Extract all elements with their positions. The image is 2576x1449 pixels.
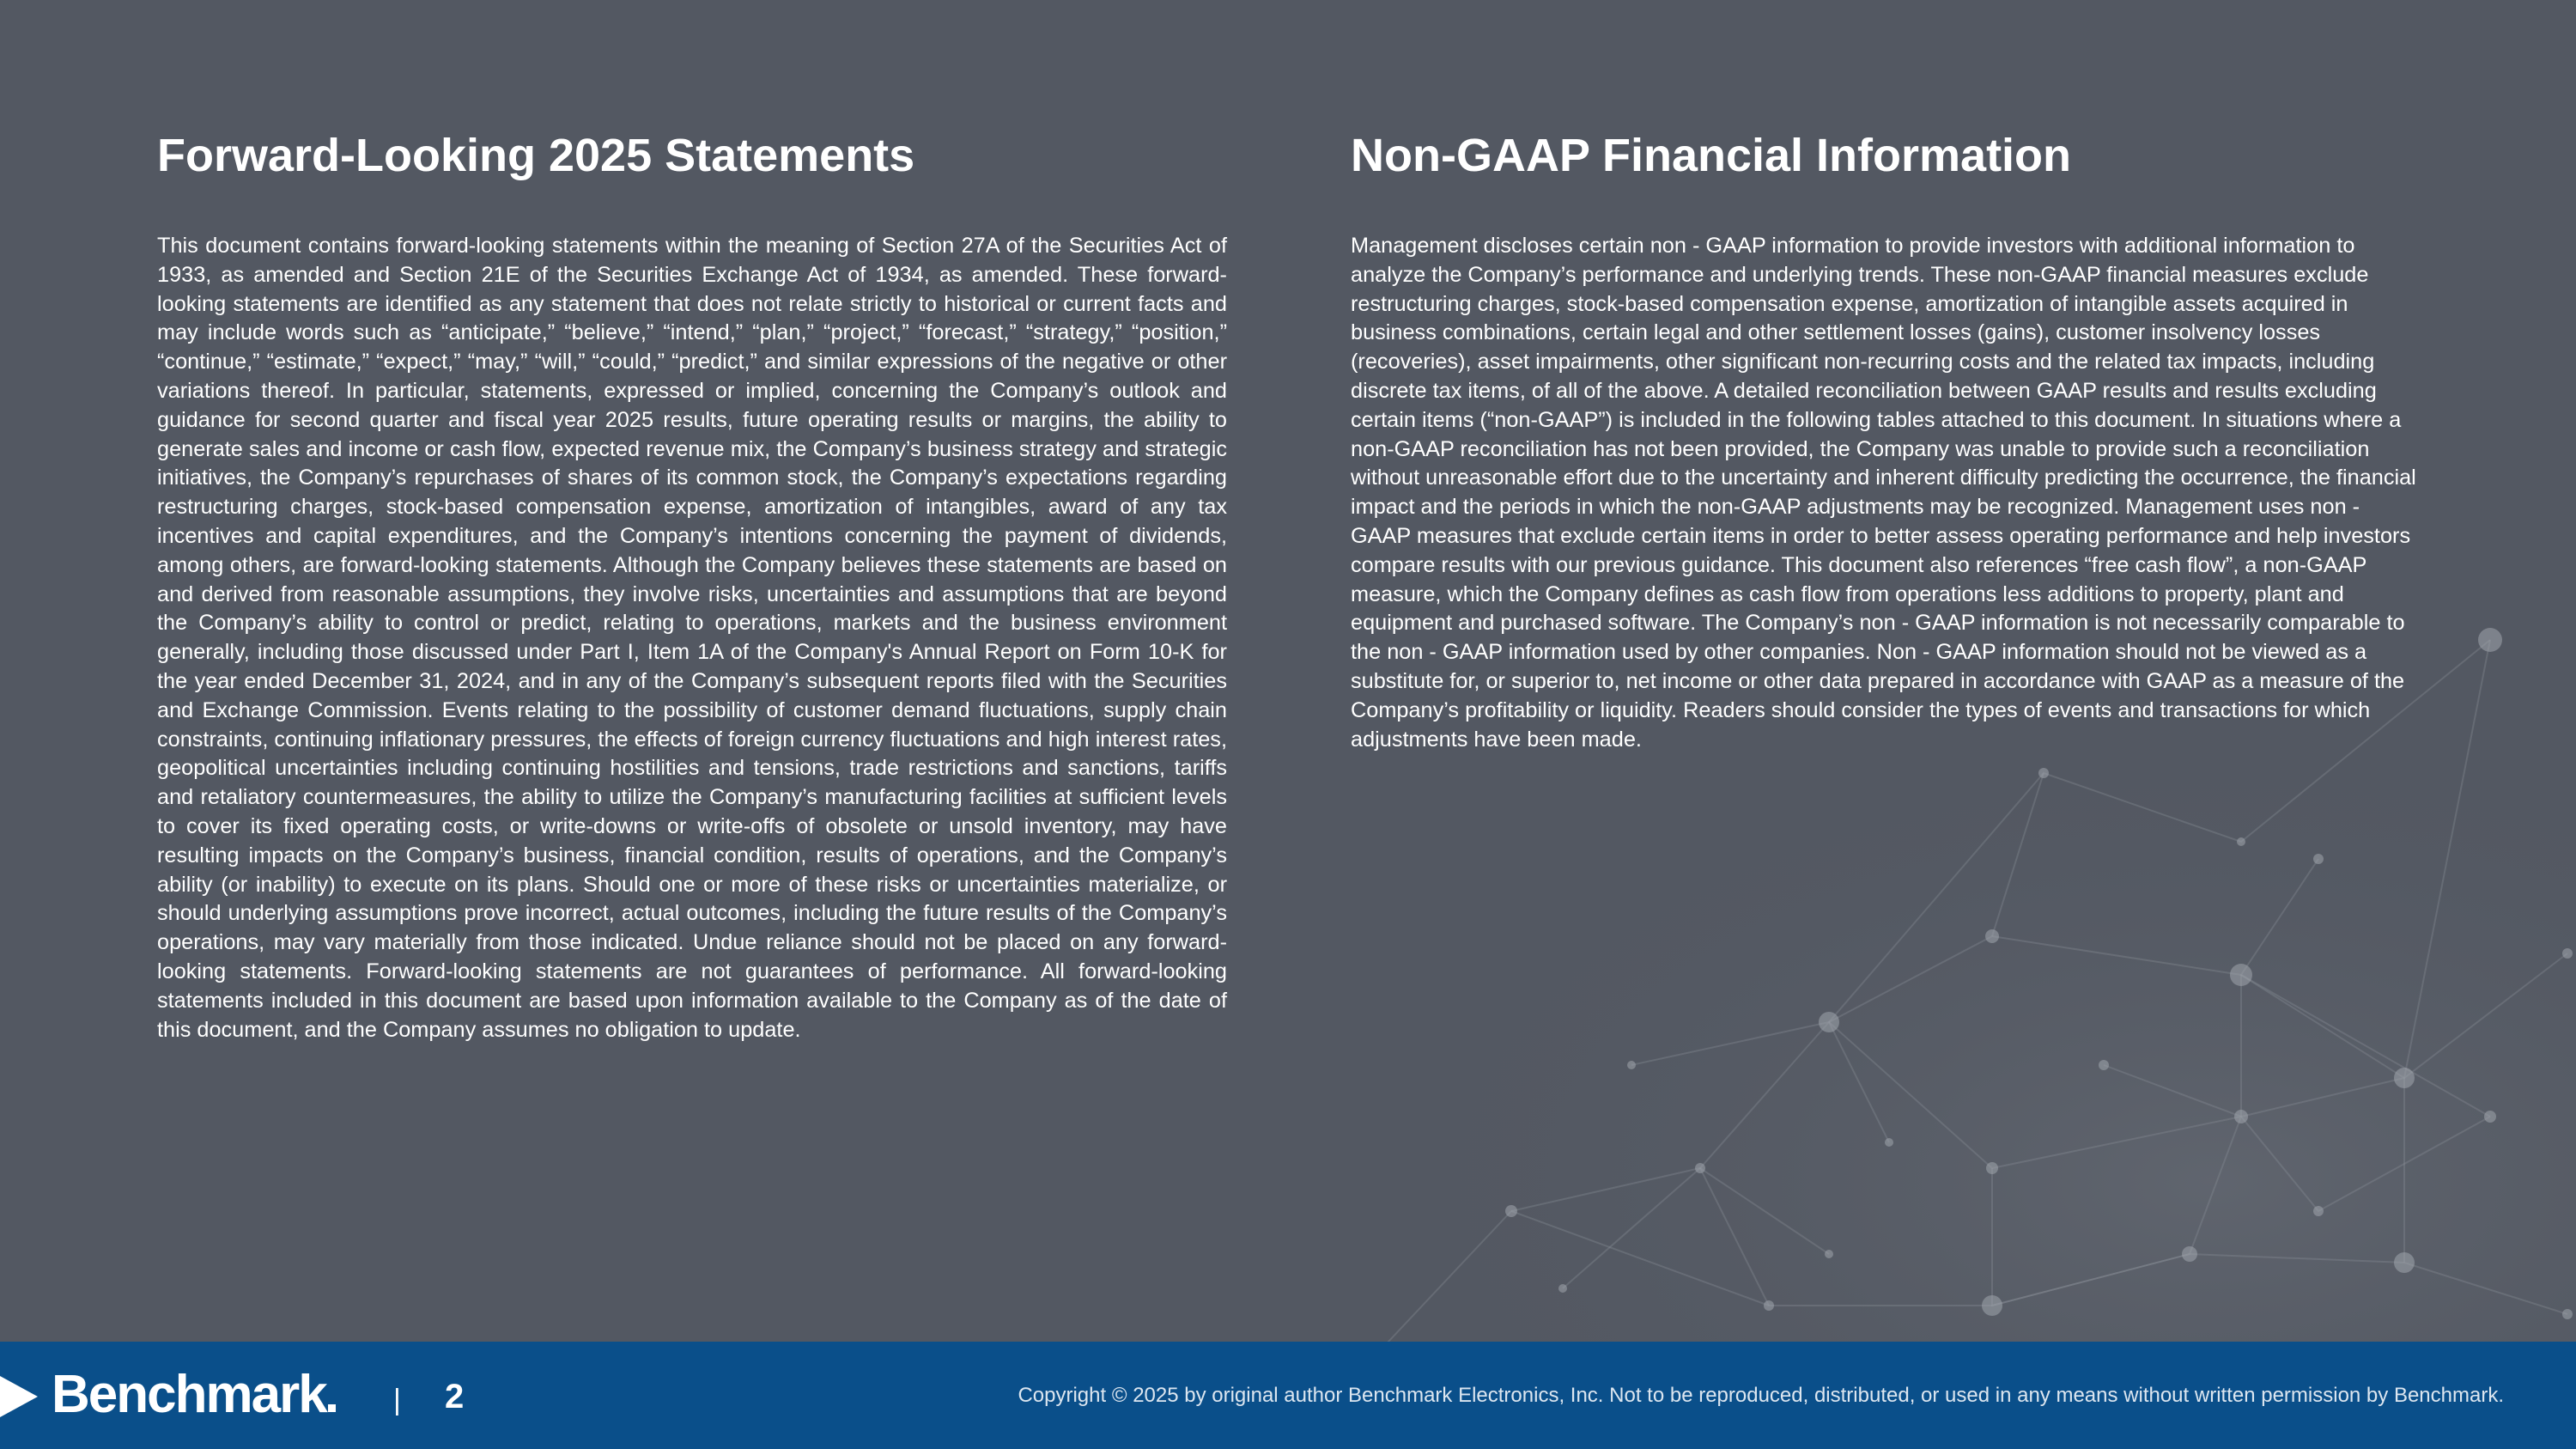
forward-looking-title: Forward-Looking 2025 Statements [157,130,915,181]
footer-separator: | [393,1384,401,1416]
non-gaap-title: Non-GAAP Financial Information [1351,130,2072,181]
forward-looking-section [157,129,1227,1044]
non-gaap-section [1351,129,2424,754]
play-arrow-icon [0,1376,39,1417]
copyright-notice: Copyright © 2025 by original author Benchmark Electronics, Inc. Not to be reproduced, distributed, or used in any means without written permission by Benchmark. [1018,1384,2504,1407]
non-gaap-body: Management discloses certain non - GAAP information to provide investors with additional information to analyze the Company’s performance and underlying trends. These non-GAAP financial measures exclude restructuring charges, stock-based compensation expense, amortization of intangible assets acquired in business combinations, certain legal and other settlement losses (gains), customer insolvency losses (recoveries), asset impairments, other significant non-recurring costs and the related tax impacts, including discrete tax items, of all of the above. A detailed reconciliation between GAAP results and results excluding certain items (“non-GAAP”) is included in the following tables attached to this document. In situations where a non-GAAP reconciliation has not been provided, the Company was unable to provide such a reconciliation without unreasonable effort due to the uncertainty and inherent difficulty predicting the occurrence, the financial impact and the periods in which the non-GAAP adjustments may be recognized. Management uses non - GAAP measures that exclude certain items in order to better assess operating performance and help investors compare results with our previous guidance. This document also references “free cash flow”, a non-GAAP measure, which the Company defines as cash flow from operations less additions to property, plant and equipment and purchased software. The Company’s non - GAAP information is not necessarily comparable to the non - GAAP information used by other companies. Non - GAAP information should not be viewed as a substitute for, or superior to, net income or other data prepared in accordance with GAAP as a measure of the Company’s profitability or liquidity. Readers should consider the types of events and transactions for which adjustments have been made. [1351,234,2416,752]
forward-looking-body: This document contains forward-looking statements within the meaning of Section 27A of the Securities Act of 1933, as amended and Section 21E of the Securities Exchange Act of 1934, as amended. These forward-looking statements are identified as any statement that does not relate strictly to historical or current facts and may include words such as “anticipate,” “believe,” “intend,” “plan,” “project,” “forecast,” “strategy,” “position,” “continue,” “estimate,” “expect,” “may,” “will,” “could,” “predict,” and similar expressions of the negative or other variations thereof. In particular, statements, expressed or implied, concerning the Company’s outlook and guidance for second quarter and fiscal year 2025 results, future operating results or margins, the ability to generate sales and income or cash flow, expected revenue mix, the Company’s business strategy and strategic initiatives, the Company’s repurchases of shares of its common stock, the Company’s expectations regarding restructuring charges, stock-based compensation expense, amortization of intangibles, award of any tax incentives and capital expenditures, and the Company’s intentions concerning the payment of dividends, among others, are forward-looking statements. Although the Company believes these statements are based on and derived from reasonable assumptions, they involve risks, uncertainties and assumptions that are beyond the Company’s ability to control or predict, relating to operations, markets and the business environment generally, including those discussed under Part I, Item 1A of the Company's Annual Report on Form 10-K for the year ended December 31, 2024, and in any of the Company’s subsequent reports filed with the Securities and Exchange Commission. Events relating to the possibility of customer demand fluctuations, supply chain constraints, continuing inflationary pressures, the effects of foreign currency fluctuations and high interest rates, geopolitical uncertainties including continuing hostilities and tensions, trade restrictions and sanctions, tariffs and retaliatory countermeasures, the ability to utilize the Company’s manufacturing facilities at sufficient levels to cover its fixed operating costs, or write-downs or write-offs of obsolete or unsold inventory, may have resulting impacts on the Company’s business, financial condition, results of operations, and the Company’s ability (or inability) to execute on its plans. Should one or more of these risks or uncertainties materialize, or should underlying assumptions prove incorrect, actual outcomes, including the future results of the Company’s operations, may vary materially from those indicated. Undue reliance should not be placed on any forward-looking statements. Forward-looking statements are not guarantees of performance. All forward-looking statements included in this document are based upon information available to the Company as of the date of this document, and the Company assumes no obligation to update. [157,234,1227,1042]
page-number: 2 [445,1378,465,1416]
logo-dot [328,1404,336,1412]
benchmark-logo [52,1362,336,1428]
logo-wordmark: Benchmark [52,1365,326,1424]
footer-bar [0,1342,2576,1449]
